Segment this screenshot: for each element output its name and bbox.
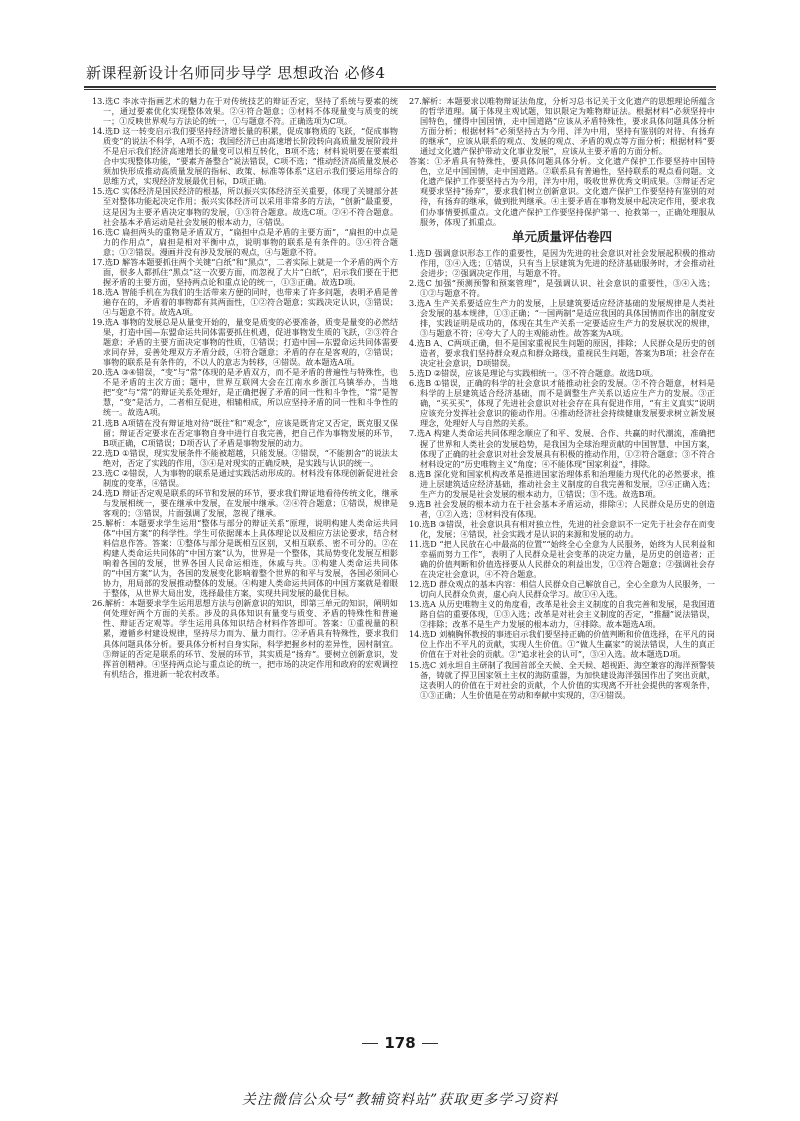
page-number-dash-left	[362, 1043, 378, 1044]
answer-item: 15.选C 刘永坦自主研制了我国首部全天候、全天候、超视距、海空兼容的海洋预警装备，铸就了捍卫国家领土主权的海防重器，为加快建设海洋强国作出了突出贡献，这表明人的价值在于对社会的贡献，个人价值的实现离不开社会提供的客观条件，①③正确；人生价值是在劳动和奉献中实现的，②④错误。	[409, 659, 715, 700]
left-column	[92, 96, 398, 1091]
answer-item: 11.选D “把人民放在心中最高的位置”“始终全心全意为人民服务，始终为人民利益和幸福而努力工作”，表明了人民群众是社会变革的决定力量，是历史的创造者；正确的价值判断和价值选择要从人民群众的利益出发，①③符合题意；②强调社会存在决定社会意识，④不符合题意。	[409, 538, 715, 580]
page-number-wrap	[0, 1034, 800, 1052]
answer-item: 18.选A 智能手机在为我们的生活带来方便的同时，也带来了许多问题，表明矛盾是普遍存在的，矛盾着的事物都有其两面性，①②符合题意；实践决定认识，③错误；④与题意不符。故选A项。	[92, 286, 398, 317]
answer-item: 3.选A 生产关系要适应生产力的发展，上层建筑要适应经济基础的发展规律是人类社会发展的基本规律，①③正确；“一国两制”是适应我国的具体国情而作出的制度安排，实践证明是成功的，体现在其生产关系一定要适应生产力的发展状况的规律，③与题意不符；④夸大了人的主观能动性。故答案为A项。	[409, 297, 715, 338]
answer-item: 20.选A ③④错误，“变”与“常”体现的是矛盾双方，而不是矛盾的普遍性与特殊性，也不是矛盾的主次方面；题中，世界互联网大会在江南水乡浙江乌镇举办，当地把“变”与“常”的辩证关系处理好，是正确把握了矛盾的同一性和斗争性，“常”是智慧，“变”是活力，二者相互促进，相辅相成，所以应坚持矛盾的同一性和斗争性的统一。故选A项。	[92, 367, 398, 418]
answer-key-block	[409, 248, 715, 700]
answer-item: 14.选D 这一转变启示我们要坚持经济增长量的积累，促成事物质的飞跃，“促成事物质变”的说法不科学，A项不选；我国经济已由高速增长阶段转向高质量发展阶段并不是启示我们经济高速增长的量变可以相互转化，B项不选；材料说明要在要素组合中实现整体功能，“要素齐备整合”说法错误，C项不选；“推动经济高质量发展必须加快形成推动高质量发展的指标、政策、标准等体系”这启示我们要运用综合的思维方式，实现经济发展最优目标，D项正确。	[92, 126, 398, 187]
answer-item: 14.选D 刘楠胸怀教授的事迹启示我们要坚持正确的价值判断和价值选择，在平凡的岗位上作出不平凡的贡献，实现人生价值。①“做人生赢家”的说法错误，人生的真正价值在于对社会的贡献。②“追求社会的认可”，③④入选。故本题选D项。	[409, 629, 715, 660]
header-rule-thin	[84, 89, 716, 90]
answer-item: 5.选D ②错误，应该是理论与实践相统一。③不符合题意。故选D项。	[409, 368, 659, 379]
answer-item: 13.选A 从历史唯物主义的角度看，改革是社会主义制度的自我完善和发展，是我国道路自信的重要体现，①③入选；改革是对社会主义制度的否定，“推翻”说法错误，②排除；改革不是生产力发展的根本动力，④排除。故本题选A项。	[409, 599, 715, 630]
answer-item: 25.解析：本题要求学生运用“整体与部分的辩证关系”原理，说明构建人类命运共同体“中国方案”的科学性。学生可依据课本上具体理论以及相应方法论要求，结合材料信息作答。答案：①整体与部分是既相互区别，又相互联系、密不可分的。②在构建人类命运共同体的“中国方案”认为，世界是一个整体，其局势变化发展互相影响着各国的发展，世界各国人民命运相连，休戚与共。③构建人类命运共同体的“中国方案”认为，各国的发展变化影响着整个世界的和平与发展，各国必须同心协力，用局部的发展推动整体的发展。④构建人类命运共同体的中国方案就是着眼于整体，从世界大局出发，选择最佳方案，实现共同发展的最优目标。	[92, 517, 398, 599]
header-rule	[84, 86, 716, 88]
answer-item: 21.选B A项错在没有辩证地对待“既往”和“观念”，应该是既肯定又否定，既克服又保留；辩证否定要求在否定事物自身中进行自我完善，把自己作为事物发展的环节，B项正确，C项错误；D项否认了矛盾是事物发展的动力。	[92, 417, 398, 448]
answer-item: 1.选D 强调意识形态工作的重要性，是因为先进的社会意识对社会发展起积极的推动作用，③④入选；①错误，只有当上层建筑为先进的经济基础服务时，才会推动社会进步；②强调决定作用，与题意不符。	[409, 247, 715, 278]
answer-item: 8.选B 深化党和国家机构改革是推进国家治理体系和治理能力现代化的必然要求，推进上层建筑适应经济基础，推动社会主义制度的自我完善和发展，②④正确入选；生产力的发展是社会发展的根本动力，①错误；③不选。故选B项。	[409, 468, 715, 499]
answer-item: 15.选C 实体经济是国民经济的根基，所以振兴实体经济至关重要，体现了关键部分甚至对整体功能起决定作用；振兴实体经济可以采用非常多的方法，“创新”最重要，这是因为主要矛盾决定事物的发展，①③符合题意。故选C项。②④不符合题意。社会基本矛盾运动是社会发展的根本动力，④错误。	[92, 186, 398, 227]
page-number: 178	[384, 1034, 416, 1052]
answer-item: 10.选B ③错误，社会意识具有相对独立性，先进的社会意识不一定先于社会存在而变化，发展；④错误，社会实践才是认识的来源和发展的动力。	[409, 518, 715, 539]
answer-item: 12.选D 群众观点的基本内容：相信人民群众自己解放自己，全心全意为人民服务，一切向人民群众负责，虚心向人民群众学习。故①④入选。	[409, 579, 715, 600]
answer-item: 6.选B ①错误，正确的科学的社会意识才能推动社会的发展。②不符合题意，材料是科学的上层建筑适合经济基础，而不是调整生产关系以适应生产力的发展。③正确，“买买买”，体现了先进社会意识对社会存在具有促进作用，“有主义真实”说明应该充分发挥社会意识的能动作用。④推动经济社会持续健康发展要求树立新发展理念，处理好人与自然的关系。	[409, 378, 715, 429]
footer-note: 关注微信公众号“教辅资料站”获取更多学习资料	[241, 1092, 559, 1108]
answer-item: 答案：①矛盾具有特殊性，要具体问题具体分析。文化遗产保护工作要坚持中国特色，立足中国国情，走中国道路。②联系具有普遍性，坚持联系的观点看问题。文化遗产保护工作要坚持古为今用，洋为中用，吸收世界优秀文明成果。③辩证否定观要求坚持“扬弃”，要求我们树立创新意识。文化遗产保护工作要坚持有鉴别的对待，有扬弃的继承，做到批判继承。④主要矛盾在事物发展中起决定作用，要求我们办事情要抓重点。文化遗产保护工作要坚持保护第一、抢救第一，正确处理服从服务，体现了抓重点。	[409, 156, 715, 227]
running-header: 新课程新设计名师同步导学 思想政治 必修4	[86, 64, 386, 82]
analysis-block	[409, 96, 715, 227]
answer-item: 24.选D 辩证否定观是联系的环节和发展的环节，要求我们辩证地看待传统文化，继承与发展相统一，要在继承中发展，在发展中继承。②④符合题意；①错误，规律是客观的；③错误，片面强调了发展，忽视了继承。	[92, 487, 398, 518]
answer-item: 23.选C ②错误，人为事物的联系是通过实践活动形成的。材料没有体现创新促进社会制度的变革，④错误。	[92, 467, 398, 488]
answer-item: 13.选C 李冰寺指画艺术的魅力在于对传统技艺的辩证否定，坚持了系统与要素的统一，通过要素优化实现整体效果。②④符合题意；③材料不体现量变与质变的统一；①反映世界观与方法论的统一，①与题意不符。正确选项为C项。	[92, 96, 398, 127]
answer-item: 19.选A 事物的发展总是从量变开始的，量变是质变的必要准备，质变是量变的必然结果，打造中国—东盟命运共同体需要抓住机遇，促进事物发生质的飞跃，②③符合题意；矛盾的主要方面决定事物的性质，①错误；打造中国—东盟命运共同体需要求同存异，妥善处理双方矛盾分歧，④符合题意；矛盾的存在是客观的，②错误；事物的联系是有条件的，不以人的意志为转移，④错误。故本题选A项。	[92, 317, 398, 368]
answer-item: 4.选B A、C两项正确，但不是国家重视民生问题的原因，排除；人民群众是历史的创造者，要求我们坚持群众观点和群众路线，重视民生问题，答案为B项；社会存在决定社会意识，D项错误。	[409, 338, 715, 369]
answer-item: 7.选A 构建人类命运共同体理念顺应了和平、发展、合作、共赢的时代潮流，准确把握了世界和人类社会的发展趋势，是我国为全球治理贡献的中国智慧、中国方案，体现了正确的社会意识对社会发展具有积极的推动作用，①②符合题意；③不符合材料设定的“历史唯物主义”角度；④不能体现“国家利益”，排除。	[409, 428, 715, 469]
answer-item: 2.选C 加强“预测预警和预案管理”，是强调认识、社会意识的重要性，③④入选；①②与题意不符。	[409, 277, 715, 298]
answer-item: 27.解析：本题要求以唯物辩证法角度，分析习总书记关于文化遗产的思想理论所蕴含的哲学道理。属于体现主观试题，知识限定为唯物辩证法。根据材料“必须坚持中国特色，懂得中国国情，走中国道路”应该从矛盾特殊性，要求具体问题具体分析方面分析；根据材料“必须坚持古为今用、洋为中用，坚持有鉴别的对待、有扬弃的继承”，应该从联系的观点、发展的观点、矛盾的观点等方面分析；根据材料“要通过文化遗产保护带动文化事业发展”，应该从主要矛盾的方面分析。	[409, 96, 715, 157]
answer-item: 9.选B 社会发展的根本动力在于社会基本矛盾运动，排除④；人民群众是历史的创造者，①②入选；③材料没有体现。	[409, 498, 715, 519]
section-title: 单元质量评估卷四	[511, 228, 612, 244]
answer-item: 16.选C 扁担两头的重物是矛盾双方，“扁担中点是矛盾的主要方面”，“扁担的中点是力的作用点”，扁担是相对平衡中点，说明事物的联系是有条件的。③④符合题意；①②错误。漫画并没有涉及发展的观点，④与题意不符。	[92, 226, 398, 257]
answer-item: 17.选D 解答本题要抓住两个关键“白纸”和“黑点”，二者实际上就是一个矛盾的两个方面，很多人都抓住“黑点”这一次要方面，而忽视了大片“白纸”，启示我们要在于把握矛盾的主要方面，坚持两点论和重点论的统一，①③正确。故选D项。	[92, 256, 398, 287]
right-column	[409, 96, 715, 1096]
answer-item: 22.选D ①错误，现实发展条件不能被超越，只能发展。②错误，“不能割舍”的说法太绝对，否定了实践的作用，③④是对现实的正确反映，是实践与认识的统一。	[92, 447, 398, 468]
page-number-dash-right	[422, 1043, 438, 1044]
answer-item: 26.解析：本题要求学生运用思想方法与创新意识的知识，即第三单元的知识，阐明如何处理好两个方面的关系。涉及的具体知识有量变与质变、矛盾的特殊性和普遍性、辩证否定观等。学生运用具体知识结合材料作答即可。答案：①重视量的积累，遵循乡村建设规律，坚持尽力而为、量力而行。②矛盾具有特殊性，要求我们具体问题具体分析。要具体分析村自身实际，科学把握乡村的差异性，因村制宜。③辩证的否定是联系的环节、发展的环节，其实质是“扬弃”。要树立创新意识，发挥首创精神。④坚持两点论与重点论的统一，把市场的决定作用和政府的宏观调控有机结合，推进新一轮农村改革。	[92, 598, 398, 679]
